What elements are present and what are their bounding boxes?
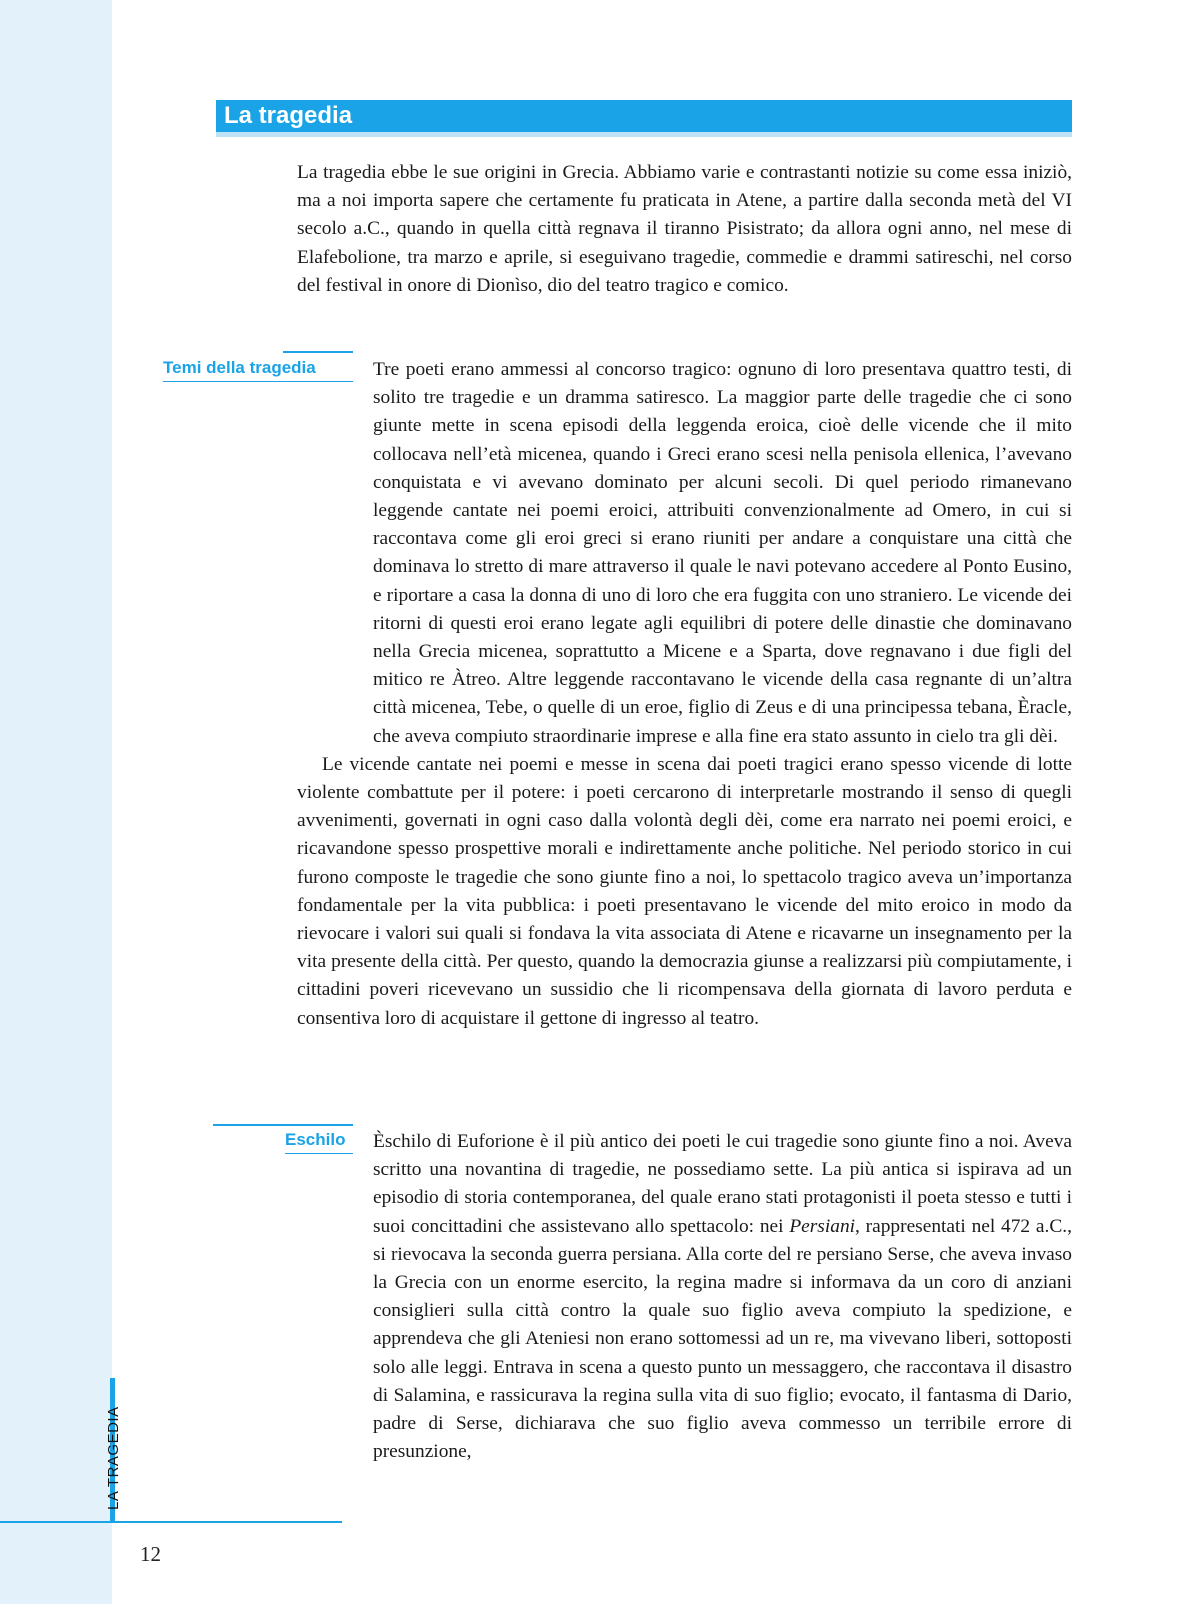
running-head: LA TRAGEDIA: [105, 1406, 122, 1510]
temi-paragraph-1: [297, 356, 1072, 751]
footer-rule: [0, 1521, 342, 1523]
temi-paragraph-2: Le vicende cantate nei poemi e messe in scena dai poeti tragici erano spesso vicende di lotte violente combattute per il potere: i poeti cercarono di interpretarle mostrando il senso di quegli avvenimenti, governati in ogni caso dalla volontà degli dèi, come era narrato nei poemi eroici, e ricavandone spesso prospettive morali e indirettamente anche politiche. Nel periodo storico in cui furono composte le tragedie che sono giunte fino a noi, lo spettacolo tragico aveva un’importanza fondamentale per la vita pubblica: i poeti presentavano le vicende del mito eroico in modo da rievocare i valori sui quali si fondava la vita associata di Atene e ricavarne un insegnamento per la vita presente della città. Per questo, quando la democrazia giunse a realizzarsi più compiutamente, i cittadini poveri ricevevano un sussidio che li ricompensava della giornata di lavoro perduta e consentiva loro di acquistare il gettone di ingresso al teatro.: [297, 753, 1072, 1029]
margin-label-eschilo: Eschilo: [285, 1130, 346, 1149]
page-number: 12: [140, 1542, 161, 1566]
eschilo-text-start: Èschilo di Euforione è il più antico dei poeti le cui tragedie sono giunte fino a noi. Aveva scritto una novantina di tragedie, ne possediamo sette. La più antica si ispirava ad un episodio di storia contemporanea, del quale erano stati protagonisti il poeta stesso e tutti i suoi concittadini che assistevano allo spettacolo: nei: [373, 1131, 1072, 1237]
eschilo-section: [297, 1128, 1072, 1466]
left-margin-band: [0, 0, 112, 1604]
temi-paragraph-1-text: Tre poeti erano ammessi al concorso tragico: ognuno di loro presentava quattro testi, di solito tre tragedie e un dramma satiresco. La maggior parte delle tragedie che ci sono giunte mette in scena episodi della leggenda eroica, cioè delle vicende che il mito collocava nell’età micenea, quando i Greci erano scesi nella penisola ellenica, l’avevano conquistata e vi avevano dominato per alcuni secoli. Di quel periodo rimanevano leggende cantate nei poemi eroici, attribuiti convenzionalmente ad Omero, in cui si raccontava come gli eroi greci si erano riuniti per andare a conquistare una città che dominava lo stretto di mare attraverso il quale le navi potevano accedere al Ponto Eusino, e riportare a casa la donna di uno di loro che era fuggita con uno straniero. Le vicende dei ritorni di questi eroi erano legate agli equilibri di potere delle dinastie che dominavano nella Grecia micenea, soprattutto a Micene e a Sparta, dove regnavano i due figli del mitico re Àtreo. Altre leggende raccontavano le vicende della casa regnante di un’altra città micenea, Tebe, o quelle di un eroe, figlio di Zeus e di una principessa tebana, Èracle, che aveva compiuto straordinarie imprese e alla fine era stato assunto in cielo tra gli dèi.: [373, 359, 1072, 747]
page-title: La tragedia: [224, 102, 353, 129]
eschilo-text-end: , rappresentati nel 472 a.C., si rievocava la seconda guerra persiana. Alla corte del re persiano Serse, che aveva invaso la Grecia con un enorme esercito, la regina madre si informava da un coro di anziani consiglieri sulla città contro la quale suo figlio aveva compiuto la spedizione, e apprendeva che gli Ateniesi non erano sottomessi ad un re, ma vivevano liberi, sottoposti solo alle leggi. Entrava in scena a questo punto un messaggero, che raccontava il disastro di Salamina, e rassicurava la regina sulla vita di suo figlio; evocato, il fantasma di Dario, padre di Serse, dichiarava che suo figlio aveva commesso un terribile errore di presunzione,: [373, 1215, 1072, 1463]
section-title-bar: [216, 100, 1072, 137]
margin-label-temi: Temi della tragedia: [163, 358, 316, 377]
temi-section: [297, 356, 1072, 1033]
intro-text: La tragedia ebbe le sue origini in Grecia. Abbiamo varie e contrastanti notizie su come essa iniziò, ma a noi importa sapere che certamente fu praticata in Atene, a partire dalla seconda metà del VI secolo a.C., quando in quella città regnava il tiranno Pisistrato; da allora ogni anno, nel mese di Elafebolione, tra marzo e aprile, si eseguivano tragedie, commedie e drammi satireschi, nel corso del festival in onore di Dionìso, dio del teatro tragico e comico.: [297, 162, 1072, 296]
temi-label-rule: [283, 351, 353, 353]
eschilo-paragraph: [297, 1128, 1072, 1466]
intro-paragraph: [297, 159, 1072, 300]
work-title-persiani: Persiani: [789, 1215, 856, 1237]
eschilo-label-rule: [213, 1124, 353, 1126]
